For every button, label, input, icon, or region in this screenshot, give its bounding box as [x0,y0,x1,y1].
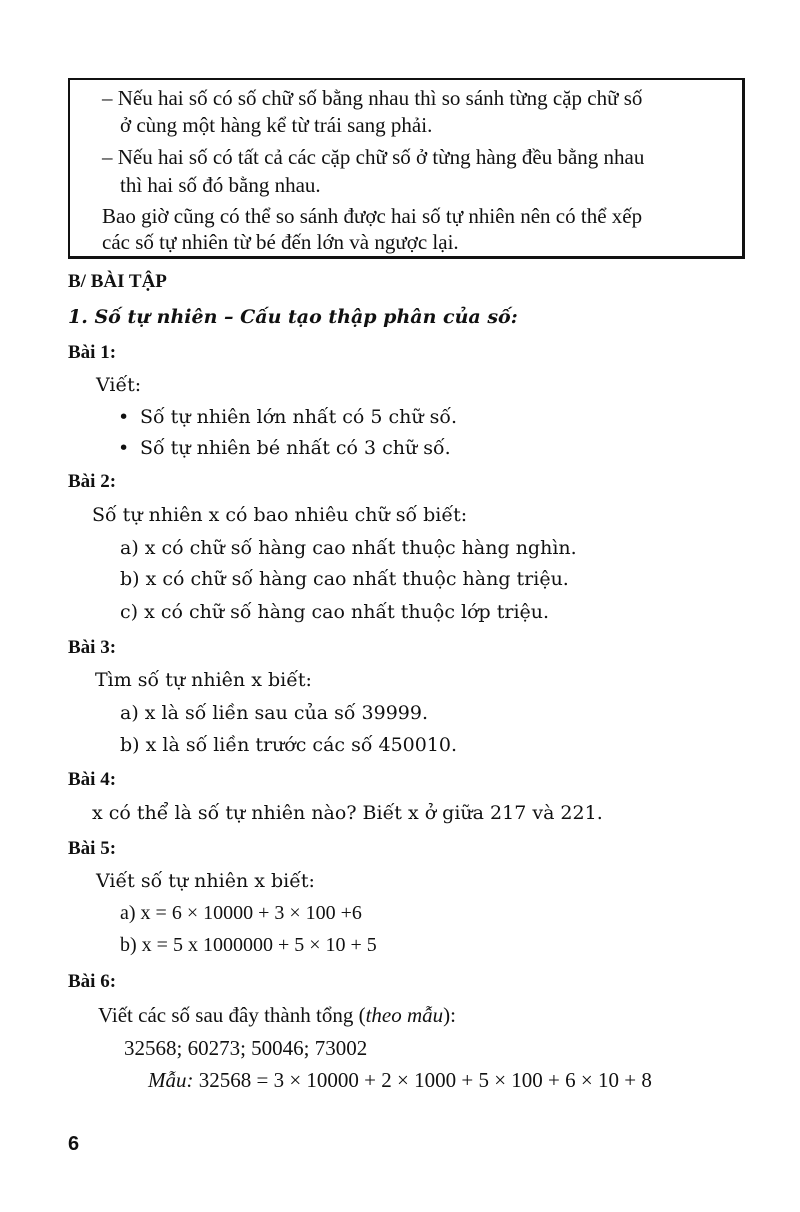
rule-summary-line-1: Bao giờ cũng có thể so sánh được hai số tự nhiên nên có thể xếp [102,204,643,228]
bai4-label: Bài 4: [68,769,117,790]
bai3-item-a: a) x là số liền sau của số 39999. [120,702,429,724]
bai5-prompt: Viết số tự nhiên x biết: [96,870,315,892]
rule-summary-line-2: các số tự nhiên từ bé đến lớn và ngược lại. [102,230,459,254]
bai3-item-b: b) x là số liền trước các số 450010. [120,734,458,756]
bai2-item-a: a) x có chữ số hàng cao nhất thuộc hàng nghìn. [120,537,577,559]
bullet-icon: • [118,437,130,459]
bai6-prompt: Viết các số sau đây thành tổng (theo mẫu): [98,1003,456,1027]
bai2-label: Bài 2: [68,471,117,492]
bai5-label: Bài 5: [68,838,117,859]
bullet-icon: • [118,406,130,428]
bai2-item-b: b) x có chữ số hàng cao nhất thuộc hàng triệu. [120,568,569,590]
bai1-prompt: Viết: [96,374,142,396]
section-subtitle: 1. Số tự nhiên – Cấu tạo thập phân của số: [68,306,518,328]
rule-item-1-line-2: ở cùng một hàng kể từ trái sang phải. [120,113,433,137]
bai2-item-c: c) x có chữ số hàng cao nhất thuộc lớp triệu. [120,601,550,623]
bai4-prompt: x có thể là số tự nhiên nào? Biết x ở giữa 217 và 221. [92,802,603,824]
bai3-prompt: Tìm số tự nhiên x biết: [95,669,312,691]
bai1-label: Bài 1: [68,342,117,363]
example-label: Mẫu: [148,1068,194,1092]
page-number: 6 [68,1133,80,1155]
section-title: B/ BÀI TẬP [68,271,167,292]
bai6-numbers: 32568; 60273; 50046; 73002 [124,1036,368,1060]
bai5-item-b: b) x = 5 x 1000000 + 5 × 10 + 5 [120,934,377,956]
bai1-item-1: • Số tự nhiên lớn nhất có 5 chữ số. [118,406,458,428]
bai5-item-a: a) x = 6 × 10000 + 3 × 100 +6 [120,902,362,924]
bai6-example: Mẫu: 32568 = 3 × 10000 + 2 × 1000 + 5 × 100 + 6 × 10 + 8 [148,1068,652,1092]
rule-item-1-line-1: – Nếu hai số có số chữ số bằng nhau thì so sánh từng cặp chữ số [102,86,643,110]
rule-item-2-line-1: – Nếu hai số có tất cả các cặp chữ số ở từng hàng đều bằng nhau [102,145,645,169]
bai1-item-2: • Số tự nhiên bé nhất có 3 chữ số. [118,437,451,459]
bai3-label: Bài 3: [68,637,117,658]
rule-item-2-line-2: thì hai số đó bằng nhau. [120,173,321,197]
bai6-label: Bài 6: [68,971,117,992]
bai2-prompt: Số tự nhiên x có bao nhiêu chữ số biết: [92,504,468,526]
